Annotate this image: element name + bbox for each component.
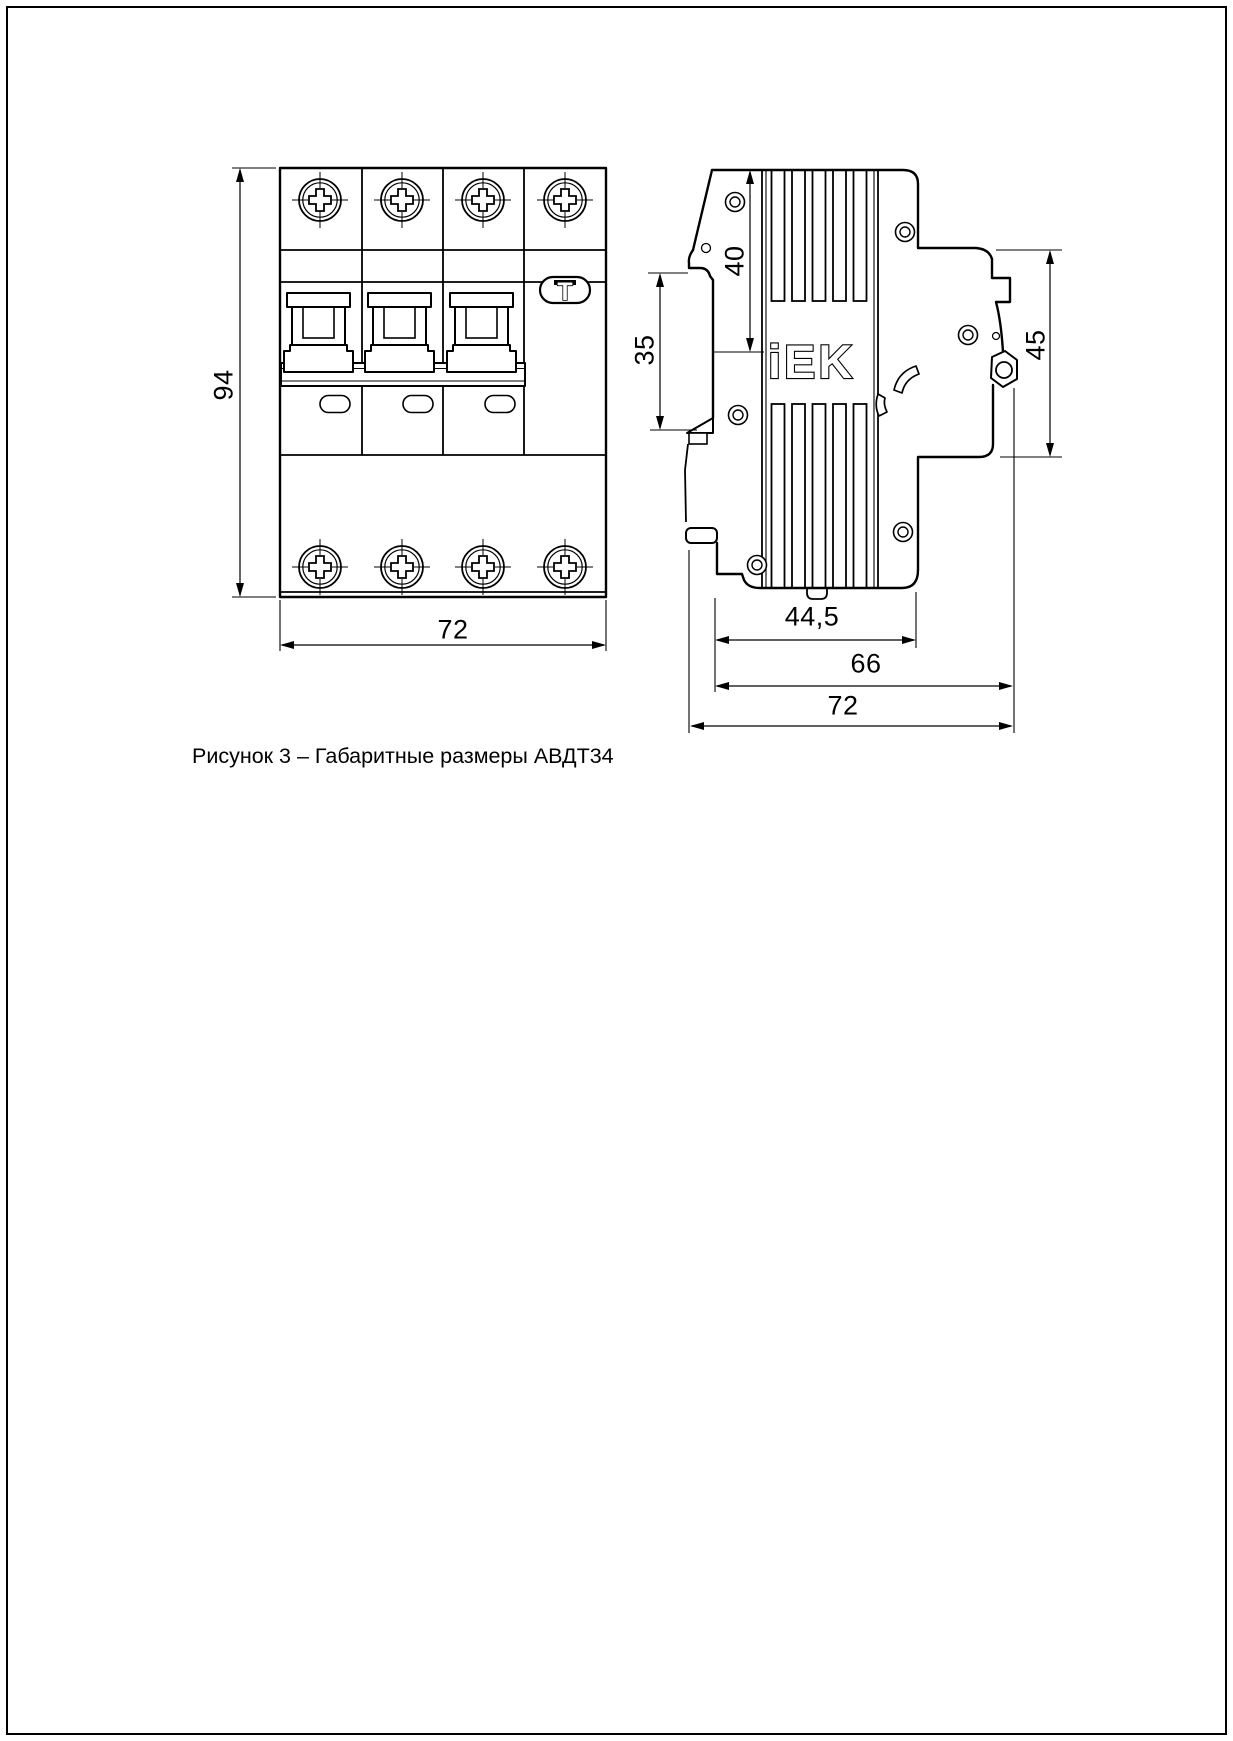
pin-hole-icon bbox=[993, 333, 1000, 340]
dim-label-66: 66 bbox=[850, 648, 882, 679]
rivet-icon bbox=[729, 406, 748, 425]
din-rail-clip bbox=[685, 418, 717, 543]
toggle-lever-side bbox=[876, 366, 919, 416]
dim-label-72-side: 72 bbox=[827, 690, 859, 721]
dim-label-45: 45 bbox=[1020, 329, 1051, 361]
marking-window bbox=[320, 396, 350, 413]
toggle-handle bbox=[447, 293, 516, 372]
front-view bbox=[232, 168, 606, 651]
test-button-label: T bbox=[557, 278, 573, 306]
dim-label-35: 35 bbox=[629, 334, 660, 366]
pin-hole-icon bbox=[702, 244, 711, 253]
rivet-icon bbox=[726, 193, 745, 212]
dim-label-72-front: 72 bbox=[437, 614, 469, 645]
rivet-icon bbox=[894, 523, 913, 542]
terminal-screw-hex bbox=[991, 351, 1017, 387]
bottom-center-tab bbox=[807, 588, 827, 599]
dim-label-94: 94 bbox=[208, 369, 239, 401]
test-button bbox=[540, 277, 590, 306]
toggle-handle bbox=[284, 293, 353, 372]
iek-logo: iEK bbox=[768, 335, 856, 388]
rivet-icon bbox=[959, 326, 978, 345]
figure-caption: Рисунок 3 – Габаритные размеры АВДТ34 bbox=[192, 744, 614, 768]
rivet-icon bbox=[896, 223, 915, 242]
vent-slots-top bbox=[772, 170, 867, 301]
marking-window bbox=[485, 396, 515, 413]
toggle-handle bbox=[365, 293, 434, 372]
vent-slots-bottom bbox=[772, 404, 867, 599]
marking-window bbox=[403, 396, 433, 413]
rivet-icon bbox=[748, 556, 767, 575]
dim-label-44-5: 44,5 bbox=[784, 601, 840, 632]
dim-label-40: 40 bbox=[719, 245, 750, 277]
